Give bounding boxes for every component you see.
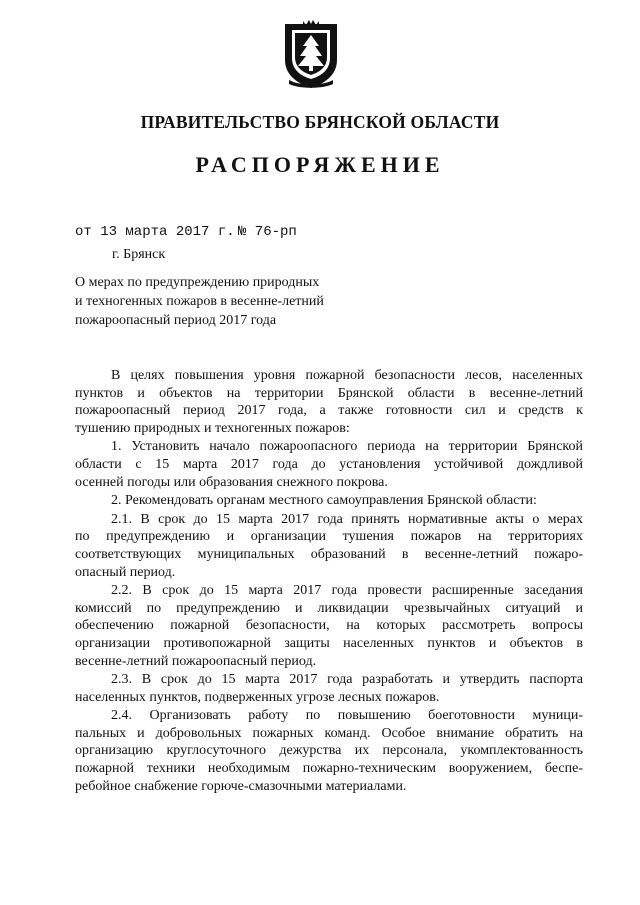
body-paragraph — [75, 438, 583, 491]
body-paragraph — [75, 707, 583, 795]
body-paragraph — [75, 582, 583, 670]
document-date: от 13 марта 2017 г. — [75, 224, 235, 240]
body-line: опасный период. — [75, 564, 176, 580]
body-line: весенне-летний пожароопасный период. — [75, 653, 317, 669]
body-line: 2.4. Организовать работу по повышению боеготовности муници- — [111, 708, 583, 724]
body-line: В целях повышения уровня пожарной безопасности лесов, населенных — [111, 368, 583, 383]
body-line: осенней погоды или образования снежного покрова. — [75, 474, 388, 490]
subject-line: и техногенных пожаров в весенне-летний — [75, 294, 324, 309]
body-line: организации противопожарной защиты населенных пунктов и объектов в — [75, 635, 583, 651]
body-line: населенных пунктов, подверженных угрозе лесных пожаров. — [75, 689, 440, 705]
body-line: 2. Рекомендовать органам местного самоуправления Брянской области: — [111, 493, 537, 509]
subject-line: О мерах по предупреждению природных — [75, 275, 320, 290]
body-line: комиссий по предупреждению и ликвидации чрезвычайных ситуаций и — [75, 600, 583, 616]
document-body — [75, 367, 583, 795]
body-line: пожарной техники необходимым пожарно-техническим вооружением, беспе- — [75, 761, 583, 777]
body-line: тушению природных и техногенных пожаров: — [75, 420, 350, 436]
document-city: г. Брянск — [112, 247, 166, 262]
body-line: 2.2. В срок до 15 марта 2017 года провести расширенные заседания — [111, 583, 583, 599]
body-paragraph — [75, 511, 583, 581]
body-line: области с 15 марта 2017 года до установления устойчивой дождливой — [75, 456, 583, 472]
body-line: пожароопасный период 2017 года, а также готовности сил и средств к — [75, 403, 583, 419]
document-number: № 76-рп — [238, 224, 297, 240]
body-line: пальных и добровольных пожарных команд. Особое внимание обратить на — [75, 725, 583, 741]
body-paragraph — [75, 367, 583, 437]
body-line: ребойное снабжение горюче-смазочными материалами. — [75, 778, 407, 794]
body-line: 2.3. В срок до 15 марта 2017 года разработать и утвердить паспорта — [111, 672, 583, 688]
body-line: 1. Установить начало пожароопасного периода на территории Брянской — [111, 439, 583, 455]
body-line: пунктов и объектов на территории Брянской области в весенне-летний — [75, 385, 583, 401]
body-line: 2.1. В срок до 15 марта 2017 года принять нормативные акты о мерах — [111, 511, 583, 527]
subject-line: пожароопасный период 2017 года — [75, 313, 277, 328]
document-date-line — [75, 224, 297, 241]
bryansk-oblast-coat-of-arms-icon — [283, 20, 339, 90]
document-subject — [75, 273, 324, 330]
body-line: обеспечению пожарной безопасности, на которых рассмотреть вопросы — [75, 618, 583, 634]
body-line: организацию круглосуточного дежурства их персонала, укомплектованность — [75, 743, 583, 759]
body-line: по предупреждению и организации тушения пожаров на территориях — [75, 529, 583, 545]
body-line: соответствующих муниципальных образований в весенне-летний пожаро- — [75, 546, 583, 562]
body-paragraph — [75, 492, 583, 510]
document-type-title: РАСПОРЯЖЕНИЕ — [195, 152, 445, 177]
government-name: ПРАВИТЕЛЬСТВО БРЯНСКОЙ ОБЛАСТИ — [140, 112, 500, 132]
body-paragraph — [75, 671, 583, 706]
